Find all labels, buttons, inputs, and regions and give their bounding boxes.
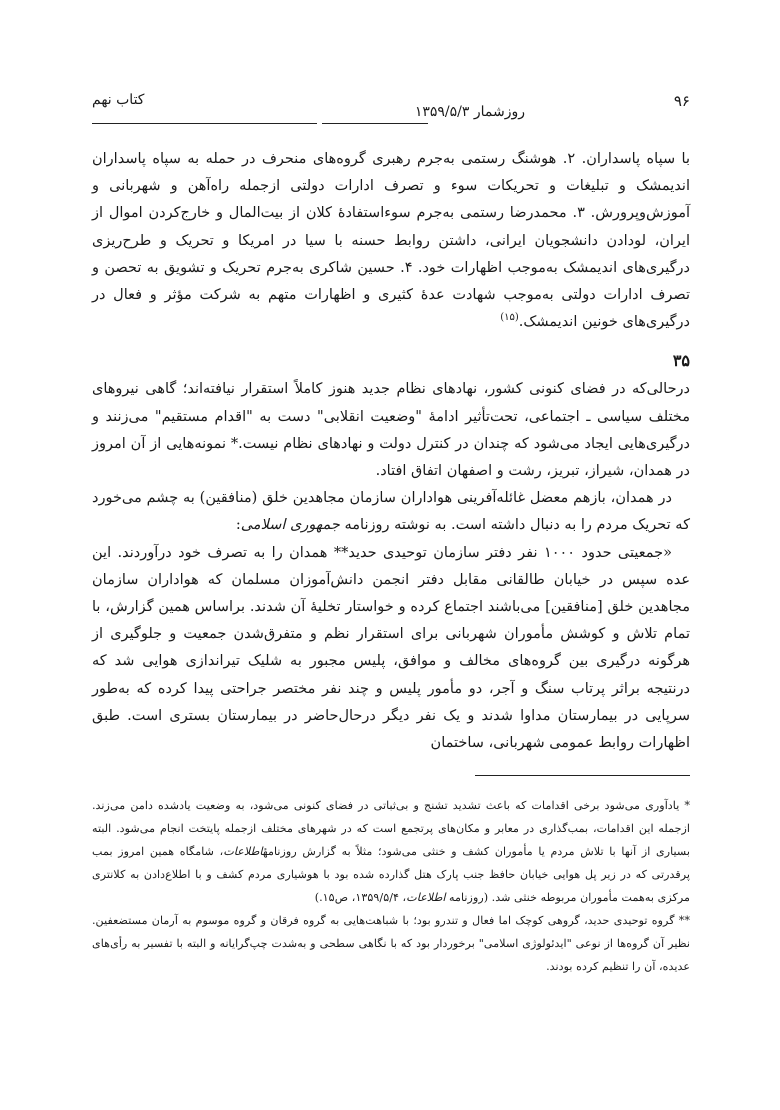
quoted-report: «جمعیتی حدود ۱۰۰۰ نفر دفتر سازمان توحیدی حدید** همدان را به تصرف خود درآوردند. این عده سپس در خیابان طالقانی مقابل دفتر انجمن دانش‌آموزان مسلمان که هواداران سازمان مجاهدین خلق [منافقین] می‌باشند اجتماع کرده و خواستار تخلیهٔ آن شدند. براساس همین گزارش، با تمام تلاش و کوشش مأموران شهربانی برای استقرار نظم و متفرق‌شدن جمعیت و جلوگیری از هرگونه درگیری بین گروه‌های مخالف و موافق، پلیس مجبور به شلیک تیراندازی هوایی شد که درنتیجه براثر پرتاب سنگ و آجر، دو مأمور پلیس و چند نفر مختصر جراحتی پیدا کرده که به‌طور سرپایی در بیمارستان مداوا شدند و یک نفر دیگر درحال‌حاضر در بیمارستان بستری است. طبق اظهارات روابط عمومی شهربانی، ساختمان bbox=[92, 544, 690, 752]
book-page bbox=[92, 92, 690, 978]
footnote: ** گروه توحیدی حدید، گروهی کوچک اما فعال و تندرو بود؛ با شباهت‌هایی به گروه فرقان و گروه موسوم به آرمان مستضعفین. نظیر آن گروه‌ها از نوعی "ایدئولوژی اسلامی" برخوردار بود که با نگاهی سطحی و به‌شدت چپ‌گرایانه و البته با تفسیر به رأی‌های عدیده، آن را تنظیم کرده بودند. bbox=[92, 914, 690, 974]
footnotes bbox=[92, 794, 690, 978]
newspaper-name: جمهوری اسلامی bbox=[240, 517, 340, 534]
footnote: * یادآوری می‌شود برخی اقدامات که باعث تشدید تشنج و بی‌ثباتی در فضای کنونی می‌شود، به وضعیت یادشده دامن می‌زند. ازجمله این اقدامات، بمب‌گذاری در معابر و مکان‌های پرتجمع است که در شهرهای مختلف ازجمله پایتخت انجام می‌شود. البته بسیاری از آنها با تلاش مردم یا مأموران کشف و خنثی می‌شود؛ مثلاً به گزارش روزنامهٔاطلاعات، شامگاه همین امروز بمب پرقدرتی که در زیر پل هوایی خیابان حافظ جنب پارک هتل گذارده شده بود با هوشیاری مردم کشف و با اطلاع‌دادن به کلانتری مرکزی به‌همت مأموران مربوطه خنثی شد. (روزنامه اطلاعات، ۱۳۵۹/۵/۴، ص۱۵.) bbox=[92, 799, 690, 905]
main-text bbox=[92, 146, 690, 757]
body-paragraph: درحالی‌که در فضای کنونی کشور، نهادهای نظام جدید هنوز کاملاً استقرار نیافته‌اند؛ گاهی نیروهای مختلف سیاسی ـ اجتماعی، تحت‌تأثیر ادامهٔ "وضعیت انقلابی" دست به "اقدام مستقیم" می‌زنند و درگیری‌هایی ایجاد می‌شود که چندان در کنترل دولت و نهادهای نظام نیست.* نمونه‌هایی از آن امروز در همدان، شیراز، تبریز، رشت و اصفهان اتفاق افتاد. bbox=[92, 381, 690, 480]
running-head: روزشمار ۱۳۵۹/۵/۳ bbox=[414, 104, 525, 120]
newspaper-name: اطلاعات bbox=[223, 845, 263, 859]
continued-paragraph: با سپاه پاسداران. ۲. هوشنگ رستمی به‌جرم رهبری گروه‌های منحرف در حمله به سپاه پاسداران اندیمشک و تبلیغات و تحریکات سوء و تصرف ادارات دولتی ازجمله راه‌آهن و شهربانی و آموزش‌وپرورش. ۳. محمدرضا رستمی به‌جرم سوءاستفادهٔ کلان از بیت‌المال و خارج‌کردن اموال از ایران، لودادن دانشجویان ایرانی، داشتن روابط حسنه با سیا در امریکا و تحریک و طرح‌ریزی درگیری‌های اندیمشک به‌موجب اظهارات خود. ۴. حسین شاکری به‌جرم تحریک و تشویق به تحصن و تصرف ادارات دولتی به‌موجب شهادت عدهٔ کثیری و اظهارات متهم به شرکت مؤثر و فعال در درگیری‌های خونین اندیمشک.$^{(۱۵)}$ bbox=[92, 151, 691, 331]
header-rule-left bbox=[92, 123, 317, 124]
section-number: ۳۵ bbox=[672, 351, 690, 371]
page-number: ۹۶ bbox=[673, 92, 690, 110]
book-title: کتاب نهم bbox=[92, 92, 145, 108]
header-rule bbox=[322, 123, 428, 124]
footnote-rule bbox=[475, 775, 690, 776]
newspaper-name: اطلاعات bbox=[406, 891, 446, 905]
body-paragraph: در همدان، بازهم معضل غائله‌آفرینی هواداران سازمان مجاهدین خلق (منافقین) به چشم می‌خورد که تحریک مردم را به دنبال داشته است. به نوشته روزنامه جمهوری اسلامی: bbox=[92, 490, 690, 534]
reference-marker: (۱۵) bbox=[500, 312, 519, 324]
page-header bbox=[92, 92, 690, 126]
